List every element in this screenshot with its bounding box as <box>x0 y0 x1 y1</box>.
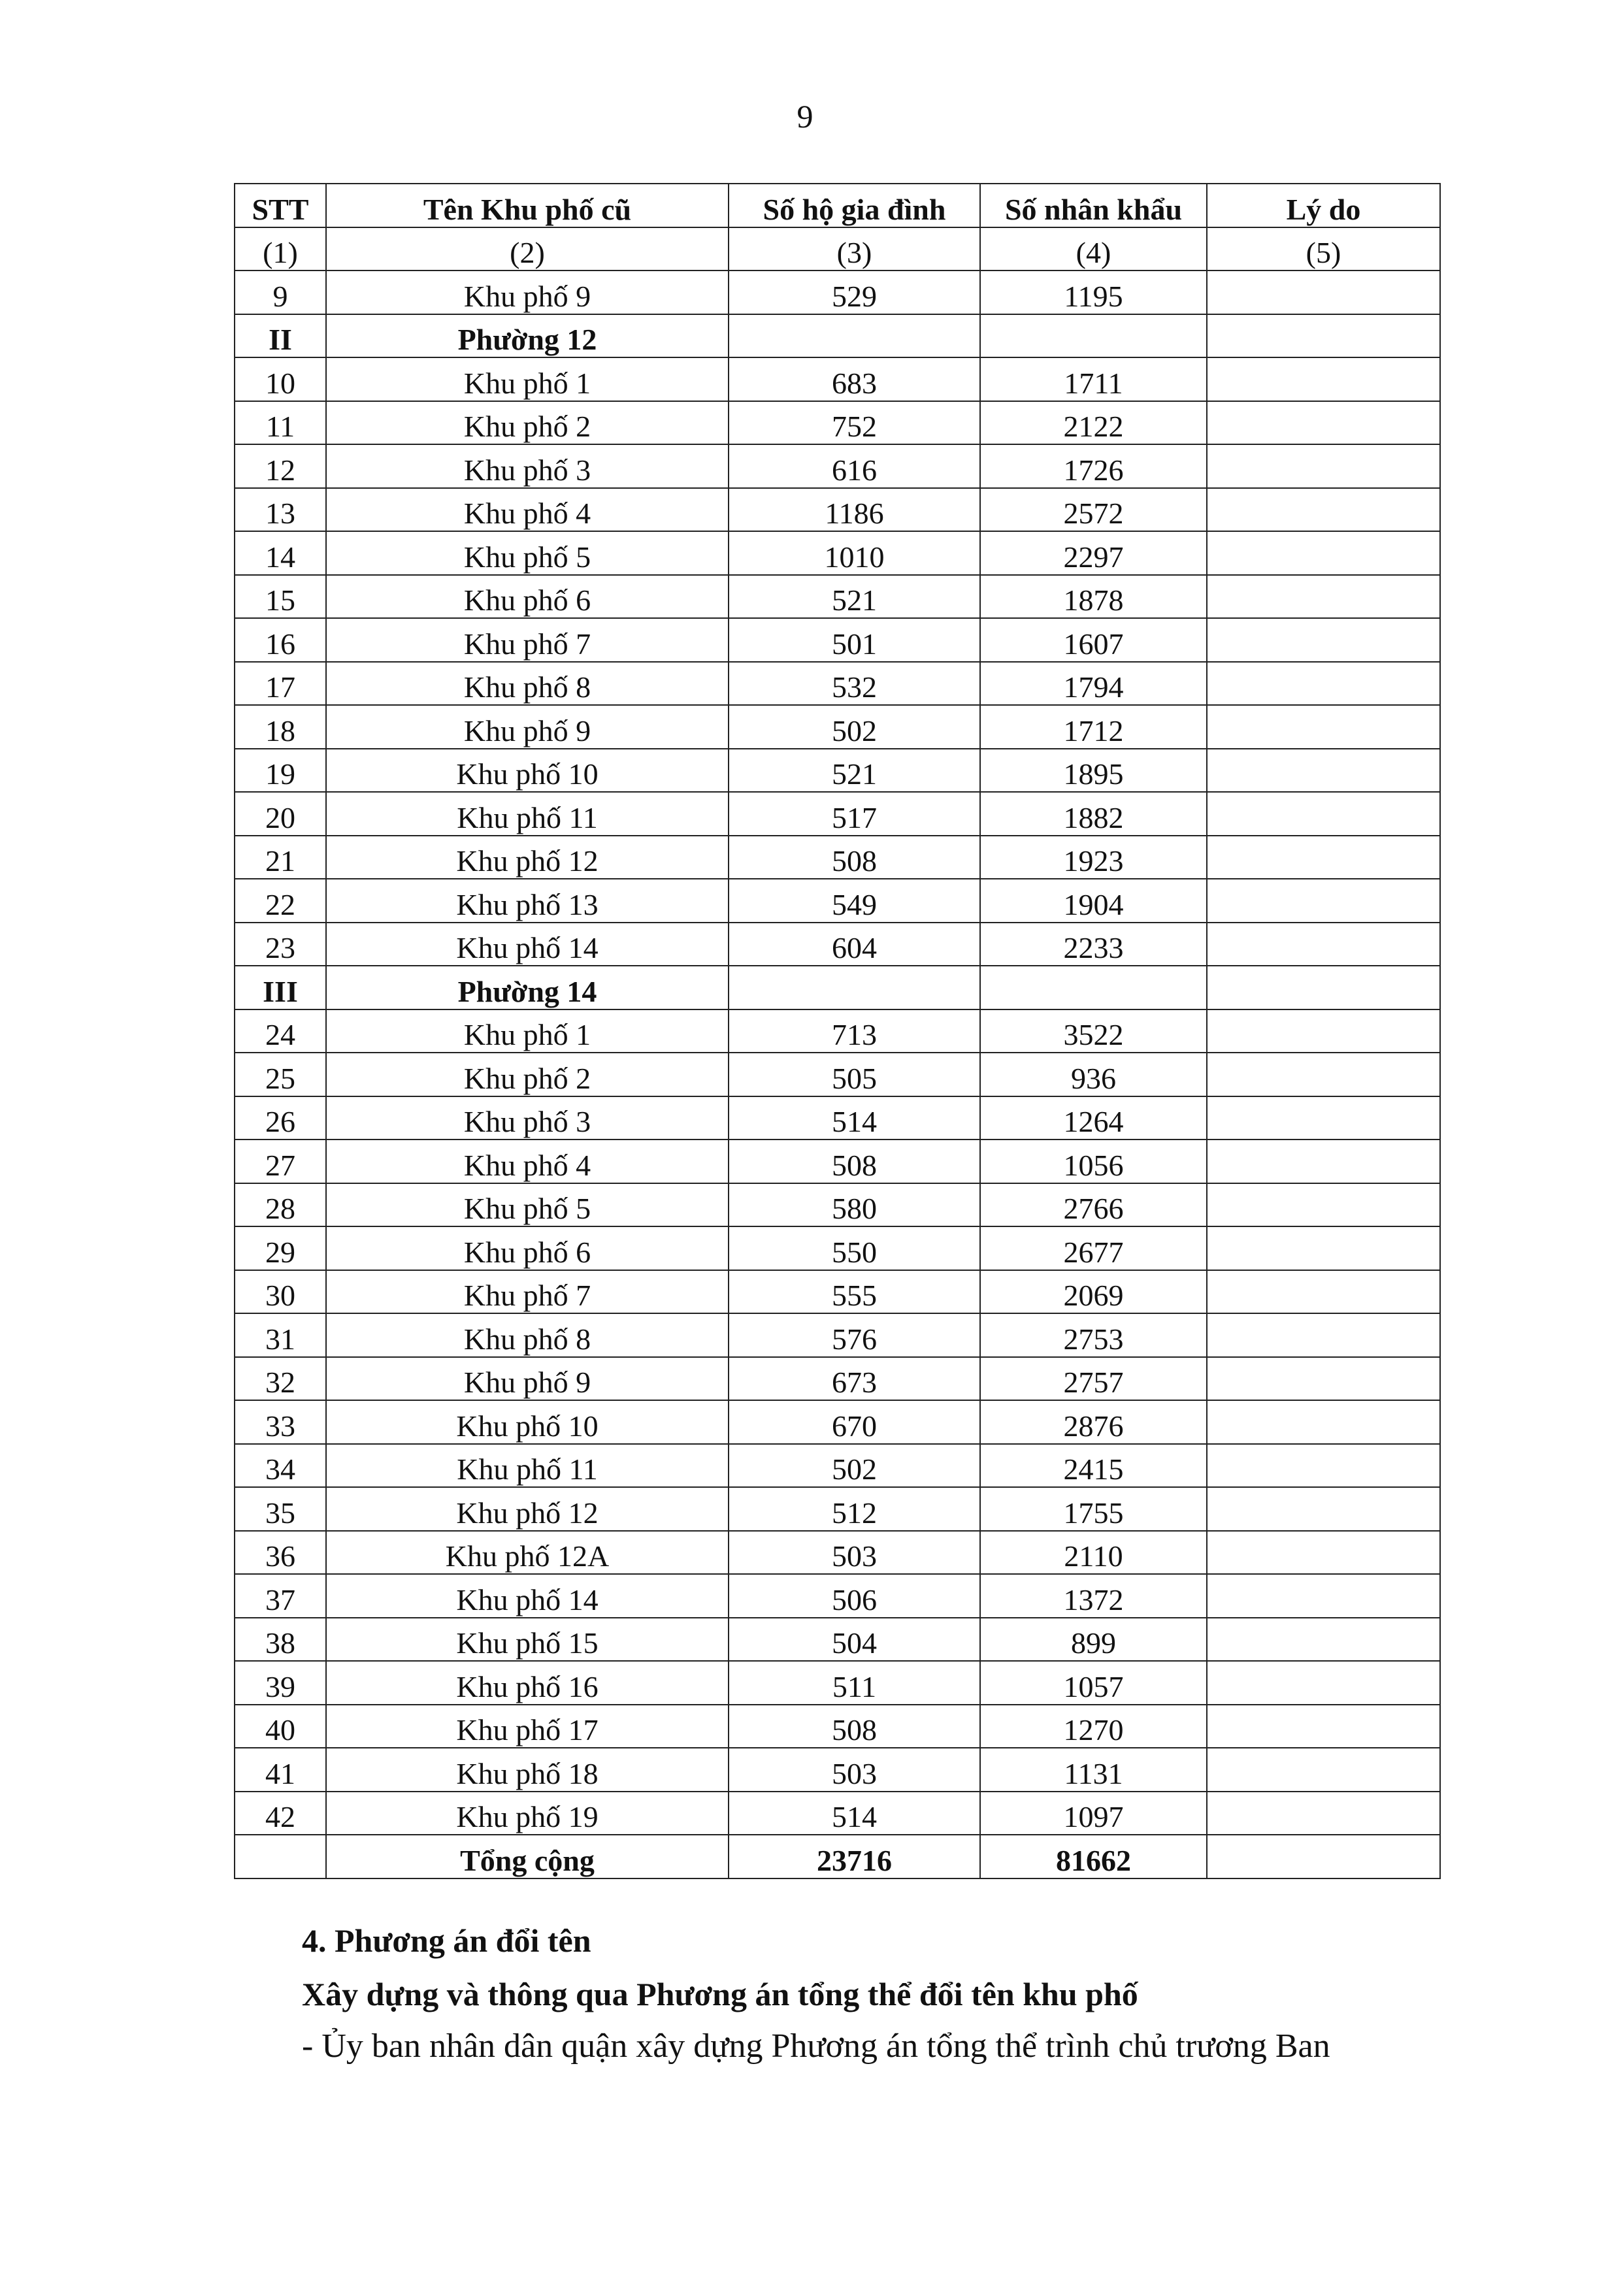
cell-stt: 9 <box>235 271 326 314</box>
cell-population: 3522 <box>980 1009 1207 1053</box>
cell-households: 23716 <box>729 1835 980 1878</box>
cell-households: 517 <box>729 792 980 836</box>
cell-population: 899 <box>980 1618 1207 1662</box>
cell-households: 502 <box>729 1444 980 1488</box>
cell-reason <box>1207 444 1440 488</box>
cell-name: Khu phố 4 <box>326 1140 729 1183</box>
table-row <box>235 271 1440 314</box>
cell-reason <box>1207 1226 1440 1270</box>
header-households: Số hộ gia đình <box>729 184 980 227</box>
cell-name: Khu phố 10 <box>326 1400 729 1444</box>
table-row <box>235 1183 1440 1227</box>
cell-reason <box>1207 271 1440 314</box>
cell-households: 576 <box>729 1313 980 1357</box>
table-row <box>235 1661 1440 1705</box>
cell-reason <box>1207 1792 1440 1835</box>
table-row <box>235 1313 1440 1357</box>
cell-name: Khu phố 8 <box>326 662 729 706</box>
cell-name: Khu phố 5 <box>326 531 729 575</box>
cell-population: 2766 <box>980 1183 1207 1227</box>
cell-reason <box>1207 1618 1440 1662</box>
header-stt: STT <box>235 184 326 227</box>
table-row <box>235 662 1440 706</box>
cell-stt: 20 <box>235 792 326 836</box>
cell-stt: 15 <box>235 575 326 619</box>
cell-stt: 41 <box>235 1748 326 1792</box>
table-row <box>235 1140 1440 1183</box>
cell-households: 521 <box>729 749 980 793</box>
cell-population: 1755 <box>980 1487 1207 1531</box>
cell-households <box>729 314 980 358</box>
cell-reason <box>1207 1835 1440 1878</box>
cell-name: Khu phố 4 <box>326 488 729 532</box>
column-number: (5) <box>1207 227 1440 271</box>
cell-stt: 10 <box>235 357 326 401</box>
cell-reason <box>1207 1313 1440 1357</box>
cell-population: 1923 <box>980 836 1207 879</box>
cell-population: 1264 <box>980 1096 1207 1140</box>
cell-reason <box>1207 314 1440 358</box>
cell-reason <box>1207 1183 1440 1227</box>
cell-population: 1131 <box>980 1748 1207 1792</box>
cell-reason <box>1207 966 1440 1009</box>
cell-stt: 19 <box>235 749 326 793</box>
cell-name: Tổng cộng <box>326 1835 729 1878</box>
cell-households: 752 <box>729 401 980 445</box>
cell-reason <box>1207 1400 1440 1444</box>
cell-households: 532 <box>729 662 980 706</box>
header-reason: Lý do <box>1207 184 1440 227</box>
cell-stt: 35 <box>235 1487 326 1531</box>
cell-name: Khu phố 13 <box>326 879 729 923</box>
cell-households: 1186 <box>729 488 980 532</box>
cell-name: Khu phố 9 <box>326 705 729 749</box>
cell-name: Khu phố 10 <box>326 749 729 793</box>
cell-population: 2122 <box>980 401 1207 445</box>
table-row <box>235 575 1440 619</box>
cell-name: Khu phố 17 <box>326 1705 729 1748</box>
cell-name: Khu phố 2 <box>326 401 729 445</box>
table-row <box>235 1400 1440 1444</box>
cell-population: 936 <box>980 1053 1207 1096</box>
cell-households: 502 <box>729 705 980 749</box>
cell-households: 514 <box>729 1096 980 1140</box>
table-row <box>235 705 1440 749</box>
table-row <box>235 1444 1440 1488</box>
cell-households: 514 <box>729 1792 980 1835</box>
cell-population: 1195 <box>980 271 1207 314</box>
cell-reason <box>1207 792 1440 836</box>
table-row <box>235 1487 1440 1531</box>
table-row <box>235 444 1440 488</box>
cell-reason <box>1207 401 1440 445</box>
cell-stt: 12 <box>235 444 326 488</box>
cell-reason <box>1207 836 1440 879</box>
cell-stt: 31 <box>235 1313 326 1357</box>
cell-stt: 32 <box>235 1357 326 1401</box>
cell-population: 2572 <box>980 488 1207 532</box>
cell-population: 1711 <box>980 357 1207 401</box>
cell-population: 1895 <box>980 749 1207 793</box>
cell-stt: 25 <box>235 1053 326 1096</box>
cell-stt: 22 <box>235 879 326 923</box>
cell-stt: 18 <box>235 705 326 749</box>
section-row <box>235 314 1440 358</box>
cell-reason <box>1207 357 1440 401</box>
table-row <box>235 1270 1440 1314</box>
table-row <box>235 923 1440 966</box>
section-heading: 4. Phương án đổi tên <box>302 1922 591 1959</box>
table-row <box>235 357 1440 401</box>
total-row <box>235 1835 1440 1878</box>
cell-stt: 33 <box>235 1400 326 1444</box>
cell-reason <box>1207 923 1440 966</box>
cell-name: Khu phố 16 <box>326 1661 729 1705</box>
cell-name: Khu phố 7 <box>326 1270 729 1314</box>
cell-reason <box>1207 1531 1440 1575</box>
table-body <box>235 227 1440 1878</box>
table-row <box>235 401 1440 445</box>
cell-population: 81662 <box>980 1835 1207 1878</box>
cell-reason <box>1207 618 1440 662</box>
cell-reason <box>1207 749 1440 793</box>
cell-reason <box>1207 1705 1440 1748</box>
cell-stt: 38 <box>235 1618 326 1662</box>
cell-households: 512 <box>729 1487 980 1531</box>
cell-households: 713 <box>729 1009 980 1053</box>
cell-households: 616 <box>729 444 980 488</box>
cell-households: 673 <box>729 1357 980 1401</box>
cell-households: 506 <box>729 1574 980 1618</box>
header-name: Tên Khu phố cũ <box>326 184 729 227</box>
column-number: (3) <box>729 227 980 271</box>
cell-reason <box>1207 575 1440 619</box>
cell-stt: 36 <box>235 1531 326 1575</box>
cell-population: 2753 <box>980 1313 1207 1357</box>
cell-name: Khu phố 9 <box>326 271 729 314</box>
cell-stt: 40 <box>235 1705 326 1748</box>
table-row <box>235 1096 1440 1140</box>
cell-population: 2069 <box>980 1270 1207 1314</box>
cell-households: 511 <box>729 1661 980 1705</box>
table-row <box>235 792 1440 836</box>
cell-households: 529 <box>729 271 980 314</box>
cell-population: 2415 <box>980 1444 1207 1488</box>
cell-population: 1607 <box>980 618 1207 662</box>
cell-name: Khu phố 1 <box>326 1009 729 1053</box>
cell-reason <box>1207 1009 1440 1053</box>
table-row <box>235 879 1440 923</box>
table-row <box>235 488 1440 532</box>
cell-households: 580 <box>729 1183 980 1227</box>
table-row <box>235 1748 1440 1792</box>
cell-name: Khu phố 12 <box>326 1487 729 1531</box>
cell-stt: III <box>235 966 326 1009</box>
cell-population: 1726 <box>980 444 1207 488</box>
cell-population: 2110 <box>980 1531 1207 1575</box>
cell-population: 2876 <box>980 1400 1207 1444</box>
table-row <box>235 1531 1440 1575</box>
table-row <box>235 1053 1440 1096</box>
cell-name: Khu phố 2 <box>326 1053 729 1096</box>
cell-name: Khu phố 8 <box>326 1313 729 1357</box>
cell-households: 670 <box>729 1400 980 1444</box>
table-row <box>235 1009 1440 1053</box>
cell-reason <box>1207 1444 1440 1488</box>
cell-name: Khu phố 14 <box>326 923 729 966</box>
cell-households: 501 <box>729 618 980 662</box>
cell-reason <box>1207 1661 1440 1705</box>
cell-households: 521 <box>729 575 980 619</box>
cell-population: 1057 <box>980 1661 1207 1705</box>
table-row <box>235 1357 1440 1401</box>
cell-households: 604 <box>729 923 980 966</box>
cell-name: Khu phố 6 <box>326 1226 729 1270</box>
cell-reason <box>1207 1574 1440 1618</box>
subheading: Xây dựng và thông qua Phương án tổng thể đổi tên khu phố <box>302 1976 1138 2012</box>
cell-stt: 29 <box>235 1226 326 1270</box>
cell-stt: II <box>235 314 326 358</box>
cell-name: Khu phố 19 <box>326 1792 729 1835</box>
cell-name: Khu phố 6 <box>326 575 729 619</box>
cell-households: 508 <box>729 836 980 879</box>
cell-stt: 23 <box>235 923 326 966</box>
cell-stt: 11 <box>235 401 326 445</box>
cell-stt: 39 <box>235 1661 326 1705</box>
population-table <box>234 183 1441 1879</box>
cell-population: 1372 <box>980 1574 1207 1618</box>
cell-name: Phường 14 <box>326 966 729 1009</box>
cell-name: Khu phố 1 <box>326 357 729 401</box>
cell-stt: 17 <box>235 662 326 706</box>
cell-households: 555 <box>729 1270 980 1314</box>
cell-name: Khu phố 7 <box>326 618 729 662</box>
table-row <box>235 618 1440 662</box>
cell-name: Khu phố 11 <box>326 792 729 836</box>
cell-name: Khu phố 12 <box>326 836 729 879</box>
cell-population: 2757 <box>980 1357 1207 1401</box>
table-row <box>235 1574 1440 1618</box>
cell-households <box>729 966 980 1009</box>
cell-stt: 21 <box>235 836 326 879</box>
cell-population: 1904 <box>980 879 1207 923</box>
cell-population: 1794 <box>980 662 1207 706</box>
cell-name: Khu phố 11 <box>326 1444 729 1488</box>
cell-name: Khu phố 5 <box>326 1183 729 1227</box>
table-row <box>235 836 1440 879</box>
cell-stt: 37 <box>235 1574 326 1618</box>
table-row <box>235 749 1440 793</box>
cell-reason <box>1207 1096 1440 1140</box>
cell-stt: 16 <box>235 618 326 662</box>
cell-households: 549 <box>729 879 980 923</box>
cell-population: 1270 <box>980 1705 1207 1748</box>
cell-name: Khu phố 18 <box>326 1748 729 1792</box>
column-number: (1) <box>235 227 326 271</box>
table-header-row <box>235 184 1440 227</box>
table-row <box>235 531 1440 575</box>
cell-name: Khu phố 12A <box>326 1531 729 1575</box>
cell-population: 1097 <box>980 1792 1207 1835</box>
cell-households: 508 <box>729 1705 980 1748</box>
cell-name: Khu phố 9 <box>326 1357 729 1401</box>
cell-households: 503 <box>729 1531 980 1575</box>
cell-stt: 24 <box>235 1009 326 1053</box>
cell-stt: 27 <box>235 1140 326 1183</box>
cell-households: 550 <box>729 1226 980 1270</box>
cell-population: 1878 <box>980 575 1207 619</box>
cell-stt: 28 <box>235 1183 326 1227</box>
cell-households: 508 <box>729 1140 980 1183</box>
cell-stt <box>235 1835 326 1878</box>
cell-households: 505 <box>729 1053 980 1096</box>
cell-households: 1010 <box>729 531 980 575</box>
cell-reason <box>1207 705 1440 749</box>
cell-name: Khu phố 3 <box>326 444 729 488</box>
cell-stt: 26 <box>235 1096 326 1140</box>
cell-stt: 13 <box>235 488 326 532</box>
cell-stt: 14 <box>235 531 326 575</box>
cell-reason <box>1207 1140 1440 1183</box>
cell-reason <box>1207 1270 1440 1314</box>
cell-name: Phường 12 <box>326 314 729 358</box>
column-number: (4) <box>980 227 1207 271</box>
cell-stt: 42 <box>235 1792 326 1835</box>
cell-population: 2297 <box>980 531 1207 575</box>
section-row <box>235 966 1440 1009</box>
cell-name: Khu phố 15 <box>326 1618 729 1662</box>
header-population: Số nhân khẩu <box>980 184 1207 227</box>
cell-reason <box>1207 1053 1440 1096</box>
table-row <box>235 1705 1440 1748</box>
cell-population: 2677 <box>980 1226 1207 1270</box>
table-row <box>235 1792 1440 1835</box>
cell-population: 2233 <box>980 923 1207 966</box>
cell-name: Khu phố 3 <box>326 1096 729 1140</box>
cell-households: 683 <box>729 357 980 401</box>
cell-households: 504 <box>729 1618 980 1662</box>
cell-population <box>980 966 1207 1009</box>
cell-reason <box>1207 1357 1440 1401</box>
cell-name: Khu phố 14 <box>326 1574 729 1618</box>
cell-reason <box>1207 662 1440 706</box>
page-number: 9 <box>797 98 813 135</box>
table-row <box>235 1618 1440 1662</box>
body-paragraph: - Ủy ban nhân dân quận xây dựng Phương án tổng thể trình chủ trương Ban <box>302 2027 1330 2065</box>
cell-reason <box>1207 879 1440 923</box>
cell-reason <box>1207 1748 1440 1792</box>
cell-population: 1056 <box>980 1140 1207 1183</box>
cell-reason <box>1207 531 1440 575</box>
cell-population: 1712 <box>980 705 1207 749</box>
cell-stt: 30 <box>235 1270 326 1314</box>
cell-households: 503 <box>729 1748 980 1792</box>
cell-population <box>980 314 1207 358</box>
cell-stt: 34 <box>235 1444 326 1488</box>
table-row <box>235 1226 1440 1270</box>
cell-reason <box>1207 1487 1440 1531</box>
column-number: (2) <box>326 227 729 271</box>
cell-reason <box>1207 488 1440 532</box>
column-number-row <box>235 227 1440 271</box>
cell-population: 1882 <box>980 792 1207 836</box>
